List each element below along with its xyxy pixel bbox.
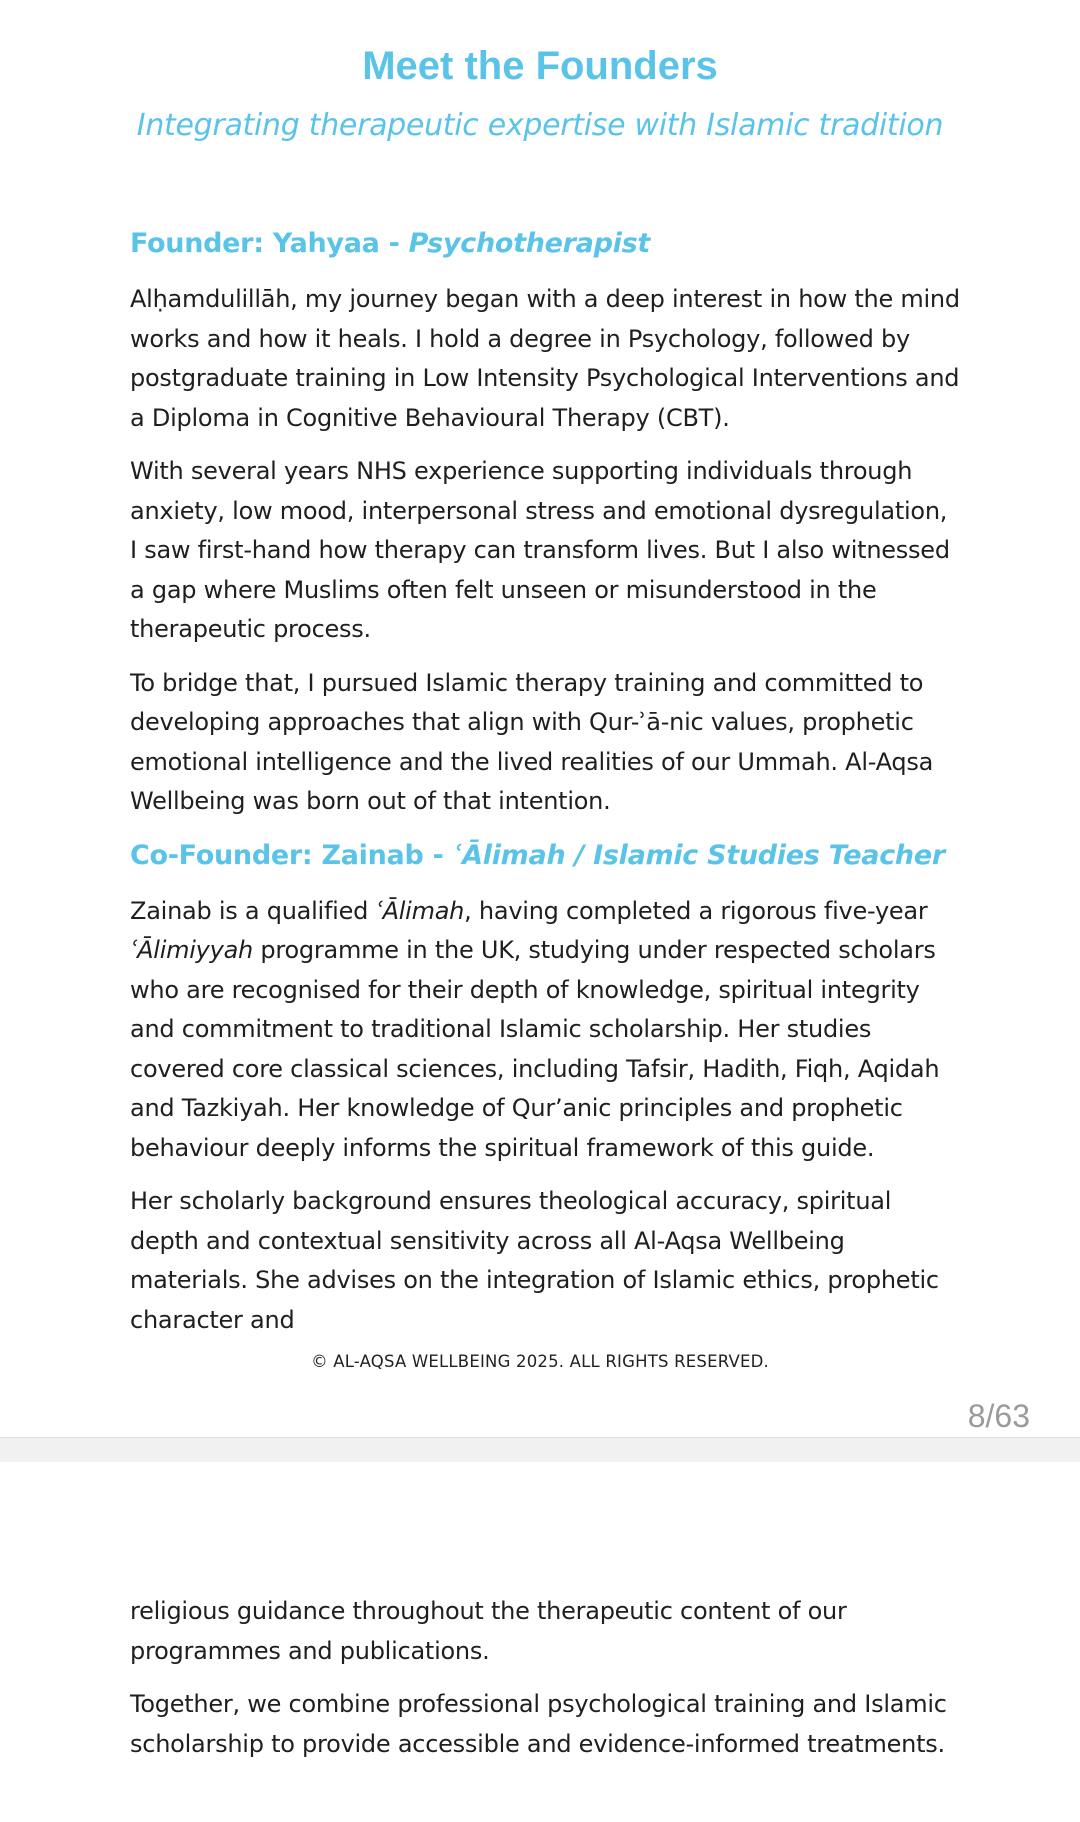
next-page-content xyxy=(130,1592,960,1778)
founder-paragraph-1: Alḥamdulillāh, my journey began with a deep interest in how the mind works and how it heals. I hold a degree in Psychology, followed by postgraduate training in Low Intensity Psychological Interventions and a Diploma in Cognitive Behavioural Therapy (CBT). xyxy=(130,285,960,432)
cofounder-p1-text-a: Zainab is a qualified xyxy=(130,896,376,925)
page-subtitle: Integrating therapeutic expertise with Islamic tradition xyxy=(136,108,944,143)
next-page-paragraph-2: Together, we combine professional psychological training and Islamic scholarship to provide accessible and evidence-informed treatments. xyxy=(130,1690,947,1758)
cofounder-heading-role: ʿĀlimah / Islamic Studies Teacher xyxy=(452,839,945,871)
cofounder-p1-text-c: programme in the UK, studying under respected scholars who are recognised for their depth of knowledge, spiritual integrity and commitment to traditional Islamic scholarship. Her studies covered core classical sciences, including Tafsir, Hadith, Fiqh, Aqidah and Tazkiyah. Her knowledge of Qur’anic principles and prophetic behaviour deeply informs the spiritual framework of this guide. xyxy=(130,936,940,1162)
founder-paragraph-3: To bridge that, I pursued Islamic therapy training and committed to developing approaches that align with Qur-ʾā-nic values, prophetic emotional intelligence and the lived realities of our Ummah. Al-Aqsa Wellbeing was born out of that intention. xyxy=(130,668,934,815)
cofounder-p1-term-alimiyyah: ʿĀlimiyyah xyxy=(130,936,253,964)
document-page-9 xyxy=(0,1462,1080,1822)
page-indicator: 8/63 xyxy=(967,1398,1030,1434)
copyright-footer: © AL-AQSA WELLBEING 2025. ALL RIGHTS RESERVED. xyxy=(311,1352,769,1371)
cofounder-paragraph-1 xyxy=(130,892,960,1169)
page-title: Meet the Founders xyxy=(362,44,718,88)
page-separator xyxy=(0,1437,1080,1463)
cofounder-heading-name: Co-Founder: Zainab - xyxy=(130,839,453,871)
founders-content xyxy=(130,224,960,1354)
founder-paragraph-2: With several years NHS experience supporting individuals through anxiety, low mood, interpersonal stress and emotional dysregulation, I saw first-hand how therapy can transform lives. But I also witnessed a gap where Muslims often felt unseen or misunderstood in the therapeutic process. xyxy=(130,457,950,643)
founder-heading xyxy=(130,224,960,264)
founder-heading-name: Founder: Yahyaa - xyxy=(130,228,409,259)
cofounder-heading xyxy=(130,836,960,876)
cofounder-paragraph-2: Her scholarly background ensures theological accuracy, spiritual depth and contextual sensitivity across all Al-Aqsa Wellbeing materials. She advises on the integration of Islamic ethics, prophetic character and xyxy=(130,1187,939,1334)
cofounder-p1-term-alimah: ʿĀlimah xyxy=(375,896,465,925)
cofounder-p1-text-b: , having completed a rigorous five-year xyxy=(464,896,928,925)
next-page-paragraph-1: religious guidance throughout the therapeutic content of our programmes and publications. xyxy=(130,1597,847,1665)
founder-heading-role: Psychotherapist xyxy=(408,228,650,259)
